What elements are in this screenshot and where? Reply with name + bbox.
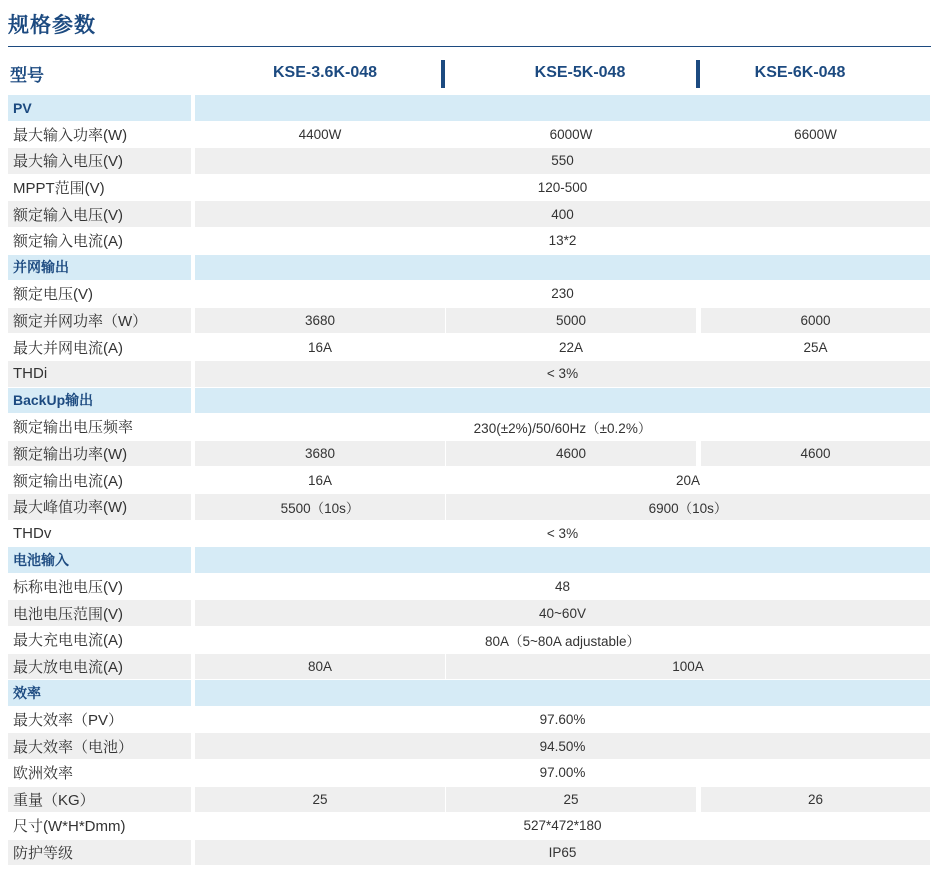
spec-value: 5000 [446, 308, 696, 334]
spec-value: 97.60% [539, 712, 586, 728]
spec-row [8, 707, 930, 733]
spec-label: 额定输入电压(V) [8, 201, 191, 227]
section-header [8, 255, 930, 281]
spec-value: 22A [558, 339, 584, 355]
spec-value: 13*2 [548, 233, 577, 249]
spec-row [8, 600, 930, 626]
spec-label: MPPT范围(V) [13, 180, 105, 198]
spec-label: 最大并网电流(A) [13, 339, 123, 357]
spec-value: 40~60V [195, 600, 930, 626]
spec-value: 4400W [298, 126, 342, 142]
section-header [8, 547, 930, 573]
spec-value: < 3% [195, 361, 930, 387]
spec-label: 最大峰值功率(W) [8, 494, 191, 520]
spec-row [8, 840, 930, 866]
spec-label: 电池电压范围(V) [8, 600, 191, 626]
spec-row [8, 521, 930, 547]
spec-value: 4600 [701, 441, 930, 467]
spec-row [8, 334, 930, 360]
spec-value: 25 [446, 787, 696, 813]
spec-label: 标称电池电压(V) [13, 579, 123, 597]
spec-label: 额定输出电流(A) [13, 472, 123, 490]
column-divider [696, 60, 700, 88]
spec-value: 6900（10s） [446, 494, 930, 520]
spec-row [8, 361, 930, 387]
section-bar [195, 680, 930, 706]
section-bar [195, 255, 930, 281]
spec-value: 25 [195, 787, 445, 813]
section-bar [195, 547, 930, 573]
section-title: 效率 [8, 680, 191, 706]
spec-value: 6000W [549, 126, 593, 142]
section-title: PV [8, 95, 191, 121]
spec-row [8, 813, 930, 839]
spec-row [8, 654, 930, 680]
spec-value: 94.50% [195, 733, 930, 759]
spec-row [8, 175, 930, 201]
spec-label: 额定并网功率（W） [8, 308, 191, 334]
model-header-label: 型号 [10, 66, 44, 85]
spec-value: 230 [551, 286, 574, 302]
spec-row [8, 414, 930, 440]
model-name: KSE-3.6K-048 [272, 64, 378, 81]
spec-label: THDv [13, 524, 52, 542]
spec-row [8, 441, 930, 467]
spec-value: 550 [195, 148, 930, 174]
spec-label: 最大充电电流(A) [13, 632, 123, 650]
spec-value: 80A [195, 654, 445, 680]
spec-label: 额定输出功率(W) [8, 441, 191, 467]
spec-value: 400 [195, 201, 930, 227]
spec-row [8, 281, 930, 307]
spec-value: 48 [554, 579, 571, 595]
spec-value: 16A [307, 472, 333, 488]
spec-value: IP65 [195, 840, 930, 866]
model-name: KSE-6K-048 [754, 64, 846, 81]
title-divider [8, 46, 931, 47]
page-title: 规格参数 [8, 14, 96, 37]
spec-value: 4600 [446, 441, 696, 467]
spec-label: 额定电压(V) [13, 286, 93, 304]
spec-value: 6600W [794, 126, 837, 142]
spec-row [8, 733, 930, 759]
spec-label: 尺寸(W*H*Dmm) [13, 818, 126, 836]
spec-row [8, 228, 930, 254]
spec-value: 6000 [701, 308, 930, 334]
section-title: BackUp输出 [8, 388, 191, 414]
spec-value: < 3% [546, 525, 579, 541]
spec-label: 最大放电电流(A) [8, 654, 191, 680]
spec-label: 最大输入电压(V) [8, 148, 191, 174]
section-header [8, 95, 930, 121]
spec-value: 20A [675, 472, 701, 488]
spec-label: 重量（KG） [8, 787, 191, 813]
spec-row [8, 760, 930, 786]
spec-label: 防护等级 [8, 840, 191, 866]
spec-value: 25A [803, 339, 828, 355]
spec-value: 527*472*180 [523, 818, 602, 834]
spec-value: 3680 [195, 308, 445, 334]
spec-row [8, 308, 930, 334]
spec-label: 最大效率（PV） [13, 712, 124, 730]
spec-label: 额定输入电流(A) [13, 233, 123, 251]
spec-value: 120-500 [537, 180, 588, 196]
spec-value: 100A [446, 654, 930, 680]
section-title: 并网输出 [8, 255, 191, 281]
section-header [8, 680, 930, 706]
spec-value: 16A [307, 339, 333, 355]
spec-row [8, 574, 930, 600]
spec-label: 额定输出电压频率 [13, 419, 134, 437]
spec-value: 3680 [195, 441, 445, 467]
spec-value: 97.00% [539, 765, 586, 781]
section-bar [195, 95, 930, 121]
spec-row [8, 467, 930, 493]
spec-label: 欧洲效率 [13, 765, 74, 783]
spec-row [8, 122, 930, 148]
spec-label: 最大效率（电池） [8, 733, 191, 759]
spec-row [8, 787, 930, 813]
spec-value: 5500（10s） [195, 494, 445, 520]
column-divider [441, 60, 445, 88]
model-name: KSE-5K-048 [534, 64, 626, 81]
section-bar [195, 388, 930, 414]
spec-value: 80A（5~80A adjustable） [485, 633, 640, 649]
spec-row [8, 494, 930, 520]
spec-label: THDi [8, 361, 191, 387]
spec-value: 230(±2%)/50/60Hz（±0.2%） [473, 420, 652, 436]
section-header [8, 388, 930, 414]
spec-label: 最大输入功率(W) [13, 126, 128, 144]
section-title: 电池输入 [8, 547, 191, 573]
spec-row [8, 148, 930, 174]
spec-row [8, 201, 930, 227]
spec-row [8, 627, 930, 653]
spec-value: 26 [701, 787, 930, 813]
